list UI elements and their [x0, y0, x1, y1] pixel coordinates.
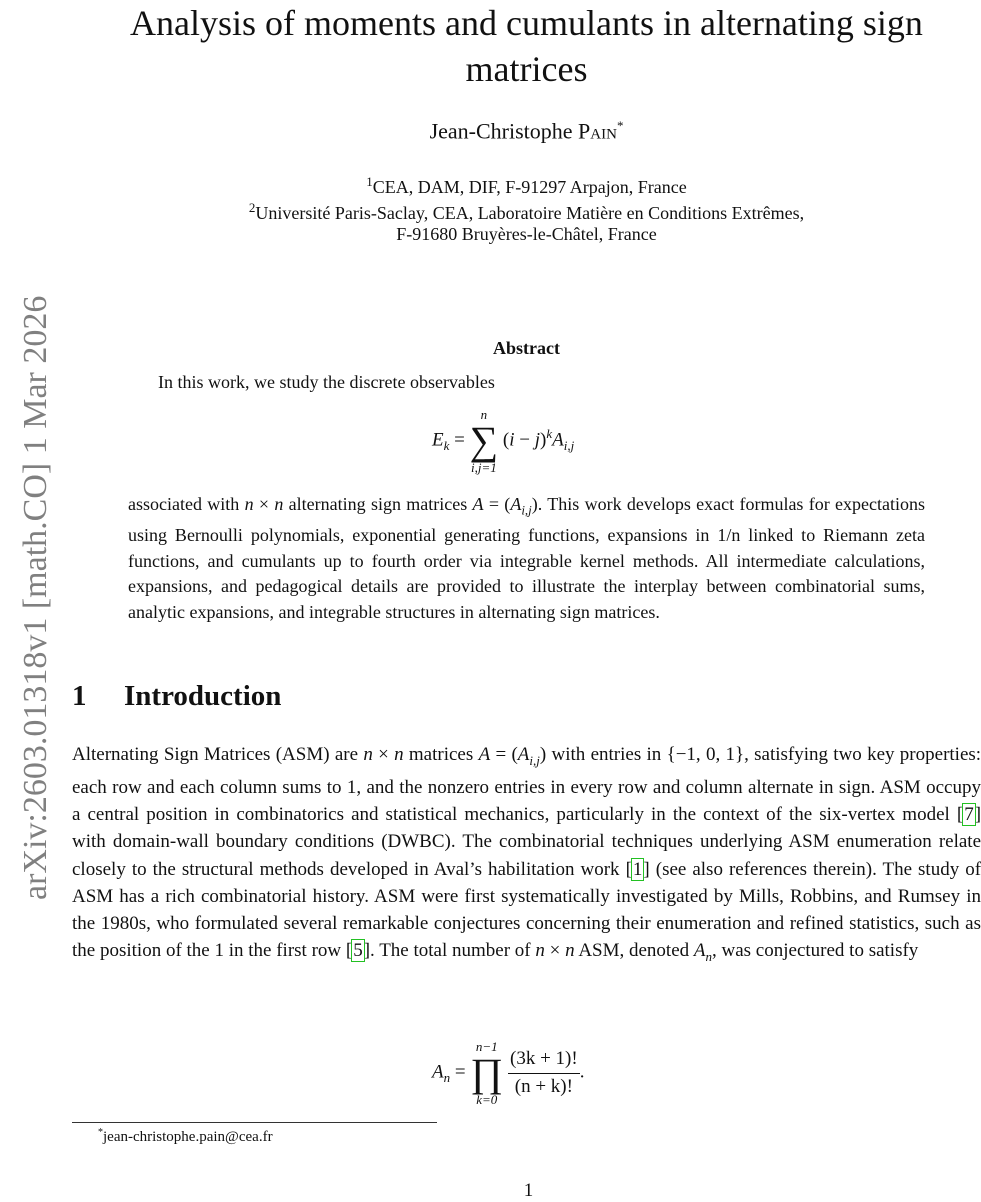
section-heading: 1 Introduction	[72, 680, 282, 712]
citation-link-1[interactable]: 1	[632, 858, 643, 880]
fraction: $\frac{(3k + 1)!}{(n + k)!}$	[510, 1047, 578, 1097]
footnote-rule	[72, 1122, 437, 1123]
abstract-equation: $E_k$ = n ∑ i,j=1 $(i - j)^kA_{i,j}$	[432, 407, 575, 475]
affiliation-2-cont: F-91680 Bruyères-le-Châtel, France	[396, 224, 657, 244]
arxiv-side-stamp: arXiv:2603.01318v1 [math.CO] 1 Mar 2026	[17, 295, 54, 900]
affiliation-2: $^2$Université Paris-Saclay, CEA, Laboratoire Matière en Conditions Extrêmes,	[248, 200, 805, 223]
asm-count-equation: $A_n$ = n−1 ∏ k=0 $\frac{(3k + 1)!}{(n + k)!}$ .	[432, 1039, 585, 1107]
introduction-paragraph: Alternating Sign Matrices (ASM) are n × n matrices $A = (A_{i,j})$ with entries in {−1, 0, 1}, satisfying two key properties: each row and each column sums to 1, and the nonzero entries in every row and column alternate in sign. ASM occupy a central position in combinatorics and statistical mechanics, particularly in the context of the six-vertex model [7] with domain-wall boundary conditions (DWBC). The combinatorial techniques underlying ASM enumeration relate closely to the structural methods developed in Aval’s habilitation work [1] (see also references therein). The study of ASM has a rich combinatorial history. ASM were first systematically investigated by Mills, Robbins, and Rumsey in the 1980s, who formulated several remarkable conjectures concerning their enumeration and refined statistics, such as the position of the 1 in the first row [5]. The total number of n × n ASM, denoted $A_n$, was conjectured to satisfy	[72, 744, 981, 965]
author-last-name: Pain	[578, 118, 617, 144]
author-line	[72, 118, 981, 144]
abstract-heading: Abstract	[493, 338, 560, 358]
abstract-body: associated with n × n alternating sign matrices $A = (A_{i,j})$. This work develops exact formulas for expectations using Bernoulli polynomials, exponential generating functions, expansions in 1/n linked to Riemann zeta functions, and cumulants up to fourth order via integrable kernel methods. All intermediate calculations, expansions, and pedagogical details are provided to illustrate the interplay between combinatorial sums, analytic expansions, and integrable structures in alternating sign matrices.	[128, 494, 926, 622]
affiliation-1: $^1$CEA, DAM, DIF, F-91297 Arpajon, France	[366, 174, 687, 197]
title-line-2: matrices	[465, 49, 588, 89]
product-symbol: n−1 ∏ k=0	[470, 1039, 504, 1107]
summation-symbol: n ∑ i,j=1	[469, 407, 499, 475]
footnote: *jean-christophe.pain@cea.fr	[98, 1127, 273, 1145]
page-number: 1	[523, 1180, 534, 1201]
author-footnote-mark: *	[616, 118, 624, 133]
author-first-name: Jean-Christophe	[429, 118, 579, 144]
citation-link-7[interactable]: 7	[964, 804, 974, 826]
title-line-1: Analysis of moments and cumulants in alternating sign	[130, 3, 923, 43]
paper-title	[72, 0, 981, 92]
citation-link-5[interactable]: 5	[353, 940, 363, 962]
footnote-email[interactable]: jean-christophe.pain@cea.fr	[103, 1129, 273, 1145]
abstract-intro: In this work, we study the discrete observables	[158, 372, 495, 392]
